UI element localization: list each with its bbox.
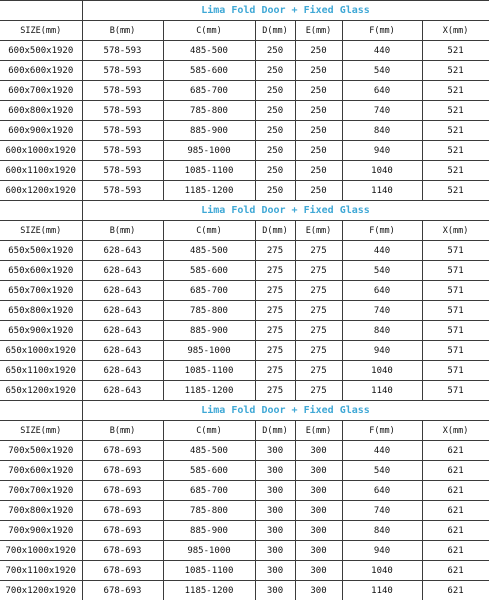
table-cell: 300 (295, 561, 342, 581)
table-cell: 700x500x1920 (0, 441, 82, 461)
table-cell: 250 (295, 101, 342, 121)
table-cell: 275 (295, 321, 342, 341)
table-cell: 1085-1100 (163, 361, 255, 381)
table-cell: 621 (422, 561, 489, 581)
table-cell: 521 (422, 101, 489, 121)
table-cell: 600x600x1920 (0, 61, 82, 81)
table-cell: 600x1200x1920 (0, 181, 82, 201)
table-cell: 578-593 (82, 81, 163, 101)
table-cell: 300 (295, 581, 342, 600)
table-cell: 578-593 (82, 41, 163, 61)
table-cell: 650x700x1920 (0, 281, 82, 301)
table-cell: 440 (342, 441, 422, 461)
table-cell: 250 (255, 161, 295, 181)
table-cell: 685-700 (163, 81, 255, 101)
table-cell: 250 (255, 41, 295, 61)
table-cell: 300 (255, 541, 295, 561)
table-cell: 1140 (342, 381, 422, 401)
table-cell: 785-800 (163, 101, 255, 121)
column-header: C(mm) (163, 21, 255, 41)
column-header: F(mm) (342, 221, 422, 241)
table-cell: 785-800 (163, 501, 255, 521)
table-cell: 275 (255, 281, 295, 301)
title-row-spacer (0, 201, 82, 221)
table-cell: 521 (422, 81, 489, 101)
table-cell: 440 (342, 41, 422, 61)
table-cell: 678-693 (82, 481, 163, 501)
table-cell: 1040 (342, 561, 422, 581)
table-cell: 1085-1100 (163, 561, 255, 581)
table-cell: 678-693 (82, 541, 163, 561)
table-row (0, 501, 489, 521)
table-row (0, 381, 489, 401)
table-cell: 650x500x1920 (0, 241, 82, 261)
table-row (0, 321, 489, 341)
table-cell: 700x600x1920 (0, 461, 82, 481)
column-header: B(mm) (82, 21, 163, 41)
table-cell: 628-643 (82, 321, 163, 341)
table-cell: 628-643 (82, 261, 163, 281)
table-cell: 300 (255, 521, 295, 541)
table-cell: 621 (422, 541, 489, 561)
table-cell: 650x1000x1920 (0, 341, 82, 361)
column-header: X(mm) (422, 421, 489, 441)
table-cell: 300 (295, 461, 342, 481)
table-cell: 940 (342, 341, 422, 361)
table-cell: 840 (342, 321, 422, 341)
table-cell: 740 (342, 501, 422, 521)
column-header: D(mm) (255, 221, 295, 241)
table-cell: 1185-1200 (163, 581, 255, 600)
table-row (0, 341, 489, 361)
table-cell: 740 (342, 301, 422, 321)
table-cell: 275 (255, 261, 295, 281)
section-title-row (0, 401, 489, 421)
table-cell: 485-500 (163, 441, 255, 461)
table-cell: 540 (342, 461, 422, 481)
table-cell: 275 (255, 381, 295, 401)
table-row (0, 461, 489, 481)
table-cell: 740 (342, 101, 422, 121)
column-header: D(mm) (255, 21, 295, 41)
table-cell: 621 (422, 501, 489, 521)
table-cell: 678-693 (82, 461, 163, 481)
table-row (0, 301, 489, 321)
table-cell: 250 (295, 81, 342, 101)
table-cell: 678-693 (82, 561, 163, 581)
table-cell: 600x1100x1920 (0, 161, 82, 181)
table-row (0, 81, 489, 101)
table-cell: 600x800x1920 (0, 101, 82, 121)
column-header: B(mm) (82, 221, 163, 241)
table-cell: 578-593 (82, 161, 163, 181)
table-cell: 700x1200x1920 (0, 581, 82, 600)
table-cell: 678-693 (82, 441, 163, 461)
table-cell: 1140 (342, 581, 422, 600)
table-row (0, 141, 489, 161)
table-cell: 600x700x1920 (0, 81, 82, 101)
column-header: E(mm) (295, 21, 342, 41)
table-row (0, 41, 489, 61)
table-cell: 585-600 (163, 461, 255, 481)
table-cell: 250 (255, 61, 295, 81)
table-cell: 250 (295, 141, 342, 161)
table-cell: 678-693 (82, 501, 163, 521)
column-header: F(mm) (342, 421, 422, 441)
table-row (0, 121, 489, 141)
section-title: Lima Fold Door + Fixed Glass (82, 1, 489, 21)
table-cell: 621 (422, 461, 489, 481)
column-header: E(mm) (295, 421, 342, 441)
table-cell: 700x700x1920 (0, 481, 82, 501)
table-row (0, 541, 489, 561)
table-row (0, 181, 489, 201)
table-cell: 1085-1100 (163, 161, 255, 181)
table-cell: 578-593 (82, 121, 163, 141)
table-cell: 521 (422, 161, 489, 181)
table-row (0, 481, 489, 501)
table-cell: 840 (342, 121, 422, 141)
column-header: X(mm) (422, 221, 489, 241)
table-cell: 585-600 (163, 261, 255, 281)
table-cell: 571 (422, 301, 489, 321)
table-cell: 540 (342, 61, 422, 81)
table-cell: 300 (255, 461, 295, 481)
table-row (0, 281, 489, 301)
table-cell: 700x900x1920 (0, 521, 82, 541)
table-cell: 250 (255, 101, 295, 121)
table-cell: 250 (255, 141, 295, 161)
table-cell: 685-700 (163, 481, 255, 501)
table-cell: 571 (422, 321, 489, 341)
table-cell: 578-593 (82, 141, 163, 161)
table-cell: 275 (295, 301, 342, 321)
column-header: F(mm) (342, 21, 422, 41)
table-cell: 300 (295, 481, 342, 501)
table-cell: 250 (255, 181, 295, 201)
table-cell: 885-900 (163, 121, 255, 141)
table-cell: 628-643 (82, 281, 163, 301)
column-header: C(mm) (163, 221, 255, 241)
table-cell: 250 (295, 161, 342, 181)
table-cell: 1185-1200 (163, 181, 255, 201)
title-row-spacer (0, 1, 82, 21)
table-cell: 650x1100x1920 (0, 361, 82, 381)
table-cell: 985-1000 (163, 541, 255, 561)
table-cell: 585-600 (163, 61, 255, 81)
table-cell: 250 (255, 81, 295, 101)
table-cell: 1185-1200 (163, 381, 255, 401)
table-cell: 700x800x1920 (0, 501, 82, 521)
table-cell: 678-693 (82, 581, 163, 600)
table-cell: 578-593 (82, 181, 163, 201)
table-row (0, 441, 489, 461)
table-cell: 440 (342, 241, 422, 261)
table-row (0, 61, 489, 81)
column-header-row (0, 221, 489, 241)
table-cell: 578-593 (82, 61, 163, 81)
table-cell: 250 (295, 121, 342, 141)
table-cell: 600x500x1920 (0, 41, 82, 61)
table-cell: 521 (422, 61, 489, 81)
spec-table-body (0, 1, 489, 600)
column-header: X(mm) (422, 21, 489, 41)
table-cell: 275 (255, 361, 295, 381)
table-cell: 250 (295, 61, 342, 81)
table-cell: 521 (422, 141, 489, 161)
table-row (0, 261, 489, 281)
table-cell: 640 (342, 281, 422, 301)
table-cell: 621 (422, 521, 489, 541)
table-cell: 885-900 (163, 321, 255, 341)
table-cell: 940 (342, 541, 422, 561)
table-cell: 571 (422, 261, 489, 281)
table-cell: 275 (255, 301, 295, 321)
column-header-row (0, 421, 489, 441)
table-cell: 600x1000x1920 (0, 141, 82, 161)
table-cell: 640 (342, 81, 422, 101)
section-title: Lima Fold Door + Fixed Glass (82, 401, 489, 421)
table-cell: 571 (422, 381, 489, 401)
title-row-spacer (0, 401, 82, 421)
table-cell: 1140 (342, 181, 422, 201)
column-header-row (0, 21, 489, 41)
table-cell: 275 (295, 261, 342, 281)
table-cell: 300 (255, 441, 295, 461)
section-title: Lima Fold Door + Fixed Glass (82, 201, 489, 221)
table-cell: 885-900 (163, 521, 255, 541)
table-row (0, 101, 489, 121)
table-cell: 300 (255, 581, 295, 600)
table-cell: 250 (295, 41, 342, 61)
table-row (0, 241, 489, 261)
table-cell: 275 (295, 381, 342, 401)
column-header: D(mm) (255, 421, 295, 441)
table-cell: 485-500 (163, 41, 255, 61)
table-cell: 540 (342, 261, 422, 281)
table-cell: 300 (295, 441, 342, 461)
table-cell: 640 (342, 481, 422, 501)
column-header: SIZE(mm) (0, 221, 82, 241)
table-cell: 650x800x1920 (0, 301, 82, 321)
table-cell: 628-643 (82, 241, 163, 261)
table-row (0, 581, 489, 600)
table-cell: 300 (255, 501, 295, 521)
table-cell: 275 (295, 241, 342, 261)
table-cell: 700x1000x1920 (0, 541, 82, 561)
table-cell: 275 (295, 281, 342, 301)
table-cell: 628-643 (82, 301, 163, 321)
table-cell: 300 (295, 541, 342, 561)
column-header: SIZE(mm) (0, 21, 82, 41)
table-cell: 621 (422, 581, 489, 600)
table-cell: 300 (255, 481, 295, 501)
table-cell: 250 (295, 181, 342, 201)
table-row (0, 161, 489, 181)
table-cell: 521 (422, 41, 489, 61)
column-header: SIZE(mm) (0, 421, 82, 441)
column-header: C(mm) (163, 421, 255, 441)
table-cell: 840 (342, 521, 422, 541)
table-row (0, 361, 489, 381)
table-cell: 1040 (342, 161, 422, 181)
table-cell: 650x600x1920 (0, 261, 82, 281)
table-cell: 300 (295, 501, 342, 521)
table-cell: 650x900x1920 (0, 321, 82, 341)
table-cell: 250 (255, 121, 295, 141)
table-cell: 678-693 (82, 521, 163, 541)
table-cell: 685-700 (163, 281, 255, 301)
table-row (0, 561, 489, 581)
table-cell: 940 (342, 141, 422, 161)
table-cell: 600x900x1920 (0, 121, 82, 141)
table-cell: 628-643 (82, 341, 163, 361)
table-cell: 578-593 (82, 101, 163, 121)
table-cell: 275 (295, 341, 342, 361)
table-cell: 785-800 (163, 301, 255, 321)
table-cell: 300 (255, 561, 295, 581)
table-cell: 571 (422, 241, 489, 261)
table-cell: 521 (422, 121, 489, 141)
table-cell: 275 (255, 341, 295, 361)
table-cell: 621 (422, 441, 489, 461)
table-cell: 485-500 (163, 241, 255, 261)
section-title-row (0, 201, 489, 221)
table-cell: 985-1000 (163, 141, 255, 161)
table-cell: 300 (295, 521, 342, 541)
table-cell: 521 (422, 181, 489, 201)
table-cell: 621 (422, 481, 489, 501)
table-cell: 275 (255, 321, 295, 341)
table-cell: 571 (422, 361, 489, 381)
table-cell: 628-643 (82, 381, 163, 401)
table-cell: 275 (255, 241, 295, 261)
column-header: B(mm) (82, 421, 163, 441)
column-header: E(mm) (295, 221, 342, 241)
table-cell: 1040 (342, 361, 422, 381)
section-title-row (0, 1, 489, 21)
table-cell: 628-643 (82, 361, 163, 381)
table-cell: 700x1100x1920 (0, 561, 82, 581)
table-cell: 275 (295, 361, 342, 381)
table-cell: 571 (422, 341, 489, 361)
table-cell: 571 (422, 281, 489, 301)
table-cell: 650x1200x1920 (0, 381, 82, 401)
table-row (0, 521, 489, 541)
table-cell: 985-1000 (163, 341, 255, 361)
